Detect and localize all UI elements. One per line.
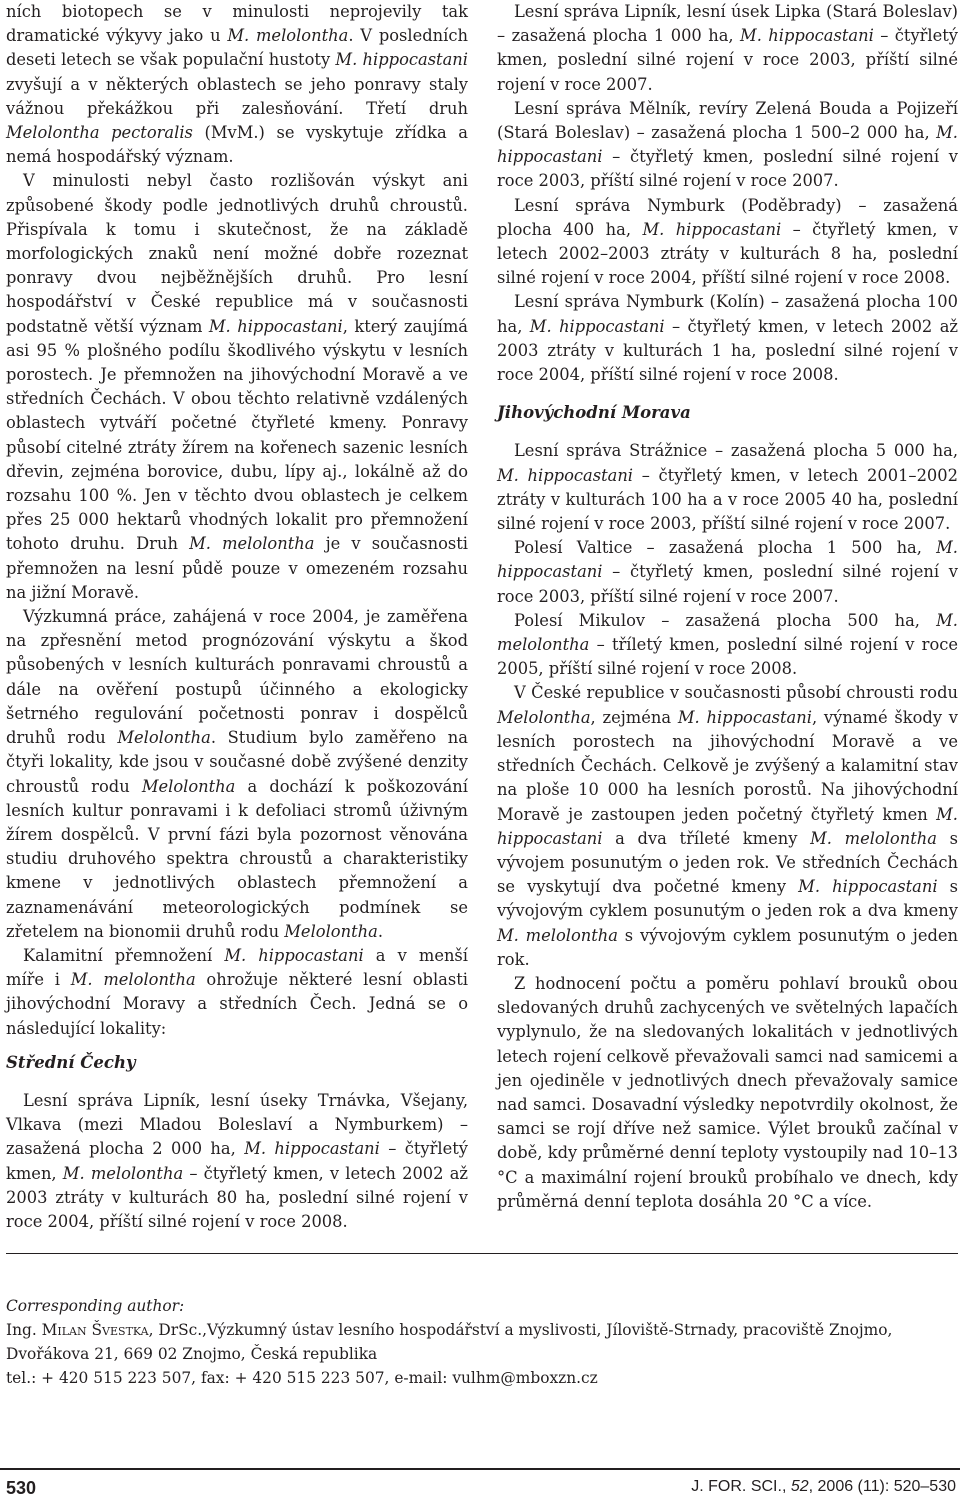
author-affiliation: Ing. Milan Švestka, DrSc.,Výzkumný ústav lesního hospodářství a myslivosti, Jíloviště-Strnady, pracoviště Znojmo, (6, 1321, 893, 1339)
left-column (6, 0, 468, 1234)
paragraph: Polesí Mikulov – zasažená plocha 500 ha, M. melolontha – tříletý kmen, poslední silné rojení v roce 2005, příští silné rojení v roce 2008. (497, 610, 958, 679)
section-heading: Střední Čechy (6, 1052, 136, 1072)
right-column (497, 0, 958, 1214)
paragraph: Lesní správa Strážnice – zasažená plocha 5 000 ha, M. hippocastani – čtyřletý kmen, v letech 2001–2002 ztráty v kulturách 100 ha a v roce 2005 40 ha, poslední silné rojení v roce 2003, příští silné rojení v roce 2007. (497, 441, 958, 534)
section-heading: Jihovýchodní Morava (497, 403, 691, 423)
footer-divider (6, 1253, 958, 1254)
paragraph: Lesní správa Nymburk (Poděbrady) – zasažená plocha 400 ha, M. hippocastani – čtyřletý kmen, v letech 2002–2003 ztráty v kulturách 8 ha, poslední silné rojení v roce 2004, příští silné rojení v roce 2008. (497, 195, 958, 288)
author-contact: tel.: + 420 515 223 507, fax: + 420 515 223 507, e-mail: vulhm@mboxzn.cz (6, 1369, 598, 1387)
journal-reference: J. FOR. SCI., 52, 2006 (11): 520–530 (691, 1478, 956, 1495)
paragraph: Z hodnocení počtu a poměru pohlaví brouků obou sledovaných druhů zachycených ve světelných lapačích vyplynulo, že na sledovaných lokalitách v jednotlivých letech rojení celkově převažovali samci nad samicemi a jen ojediněle v jednotlivých dnech převažovaly samice nad samci. Dosavadní výsledky nepotvrdily okolnost, že samci se rojí dříve než samice. Výlet brouků začínal v době, kdy průměrné denní teploty vystoupily nad 10–13 °C a maximální rojení brouků probíhalo ve dnech, kdy průměrná denní teplota dosáhla 20 °C a více. (497, 973, 958, 1211)
paragraph: Lesní správa Nymburk (Kolín) – zasažená plocha 100 ha, M. hippocastani – čtyřletý kmen, v letech 2002 až 2003 ztráty v kulturách 1 ha, poslední silné rojení v roce 2004, příští silné rojení v roce 2008. (497, 292, 958, 385)
paragraph: Výzkumná práce, zahájená v roce 2004, je zaměřena na zpřesnění metod prognózování výskytu a škod působených v lesních kulturách ponravami chroustů a dále na ověření postupů účinného a ekologicky šetrného regulování početnosti ponrav i dospělců druhů rodu Melolontha. Studium bylo zaměřeno na čtyři lokality, kde jsou v současné době zvýšené denzity chroustů rodu Melolontha a dochází k poškozování lesních kultur ponravami i k defoliaci stromů úživným žírem dospělců. V první fázi byla pozornost věnována studiu druhového spektra chroustů a charakteristiky kmene v jednotlivých oblastech přemnožení a zaznamenávání meteorologických podmínek se zřetelem na bionomii druhů rodu Melolontha. (6, 607, 468, 941)
paragraph: V minulosti nebyl často rozlišován výskyt ani způsobené škody podle jednotlivých druhů chroustů. Přispívala k tomu i skutečnost, že na základě morfologických znaků není možné dobře rozeznat ponravy dvou nejběžnějších druhů. Pro lesní hospodářství v České republice má v současnosti podstatně větší význam M. hippocastani, který zaujímá asi 95 % plošného podílu škodlivého výskytu v lesních porostech. Je přemnožen na jihovýchodní Moravě a ve středních Čechách. V obou těchto relativně vzdálených oblastech vytváří početné čtyřleté kmeny. Ponravy působí citelné ztráty žírem na kořenech sazenic lesních dřevin, zejména borovice, dubu, lípy aj., lokálně až do rozsahu 100 %. Jen v těchto dvou oblastech je celkem přes 25 000 hektarů vhodných lokalit pro přemnožení tohoto druhu. Druh M. melolontha je v současnosti přemnožen na lesní půdě pouze v omezeném rozsahu na jižní Moravě. (6, 171, 469, 602)
paragraph: V České republice v současnosti působí chrousti rodu Melolontha, zejména M. hippocastani, výnamé škody v lesních porostech na jihovýchodní Moravě a ve středních Čechách. Celkově je zvýšený a kalamitní stav na ploše 10 000 ha lesních porostů. Na jihovýchodní Moravě je zastoupen jeden početný čtyřletý kmen M. hippocastani a dva tříleté kmeny M. melolontha s vývojem posunutým o jeden rok. Ve středních Čechách se vyskytují dva početné kmeny M. hippocastani s vývojovým cyklem posunutým o jeden rok a dva kmeny M. melolontha s vývojovým cyklem posunutým o jeden rok. (497, 683, 959, 969)
paragraph: ních biotopech se v minulosti neprojevily tak dramatické výkyvy jako u M. melolontha. V posledních deseti letech se však populační hustoty M. hippocastani zvyšují a v některých oblastech se jeho ponravy staly vážnou překážkou při zalesňování. Třetí druh Melolontha pectoralis (MvM.) se vyskytuje zřídka a nemá hospodářský význam. (6, 2, 468, 167)
page-bottom-rule (0, 1468, 960, 1470)
paragraph: Lesní správa Mělník, revíry Zelená Bouda a Pojizeří (Stará Boleslav) – zasažená plocha 1 500–2 000 ha, M. hippocastani – čtyřletý kmen, poslední silné rojení v roce 2003, příští silné rojení v roce 2007. (497, 98, 958, 191)
paragraph: Kalamitní přemnožení M. hippocastani a v menší míře i M. melolontha ohrožuje některé lesní oblasti jihovýchodní Moravy a středních Čech. Jedná se o následující lokality: (6, 945, 468, 1038)
author-address: Dvořákova 21, 669 02 Znojmo, Česká republika (6, 1345, 378, 1363)
corresponding-author-label: Corresponding author: (6, 1297, 185, 1315)
page-number: 530 (6, 1478, 37, 1498)
paragraph: Lesní správa Lipník, lesní úsek Lipka (Stará Boleslav) – zasažená plocha 1 000 ha, M. hippocastani – čtyřletý kmen, poslední silné rojení v roce 2003, příští silné rojení v roce 2007. (497, 2, 959, 94)
corresponding-author-block (6, 1294, 958, 1390)
paragraph: Lesní správa Lipník, lesní úseky Trnávka, Všejany, Vlkava (mezi Mladou Boleslaví a Nymburkem) – zasažená plocha 2 000 ha, M. hippocastani – čtyřletý kmen, M. melolontha – čtyřletý kmen, v letech 2002 až 2003 ztráty v kulturách 80 ha, poslední silné rojení v roce 2004, příští silné rojení v roce 2008. (6, 1090, 468, 1231)
author-name: Milan Švestka (41, 1321, 149, 1339)
paragraph: Polesí Valtice – zasažená plocha 1 500 ha, M. hippocastani – čtyřletý kmen, poslední silné rojení v roce 2003, příští silné rojení v roce 2007. (497, 538, 958, 606)
